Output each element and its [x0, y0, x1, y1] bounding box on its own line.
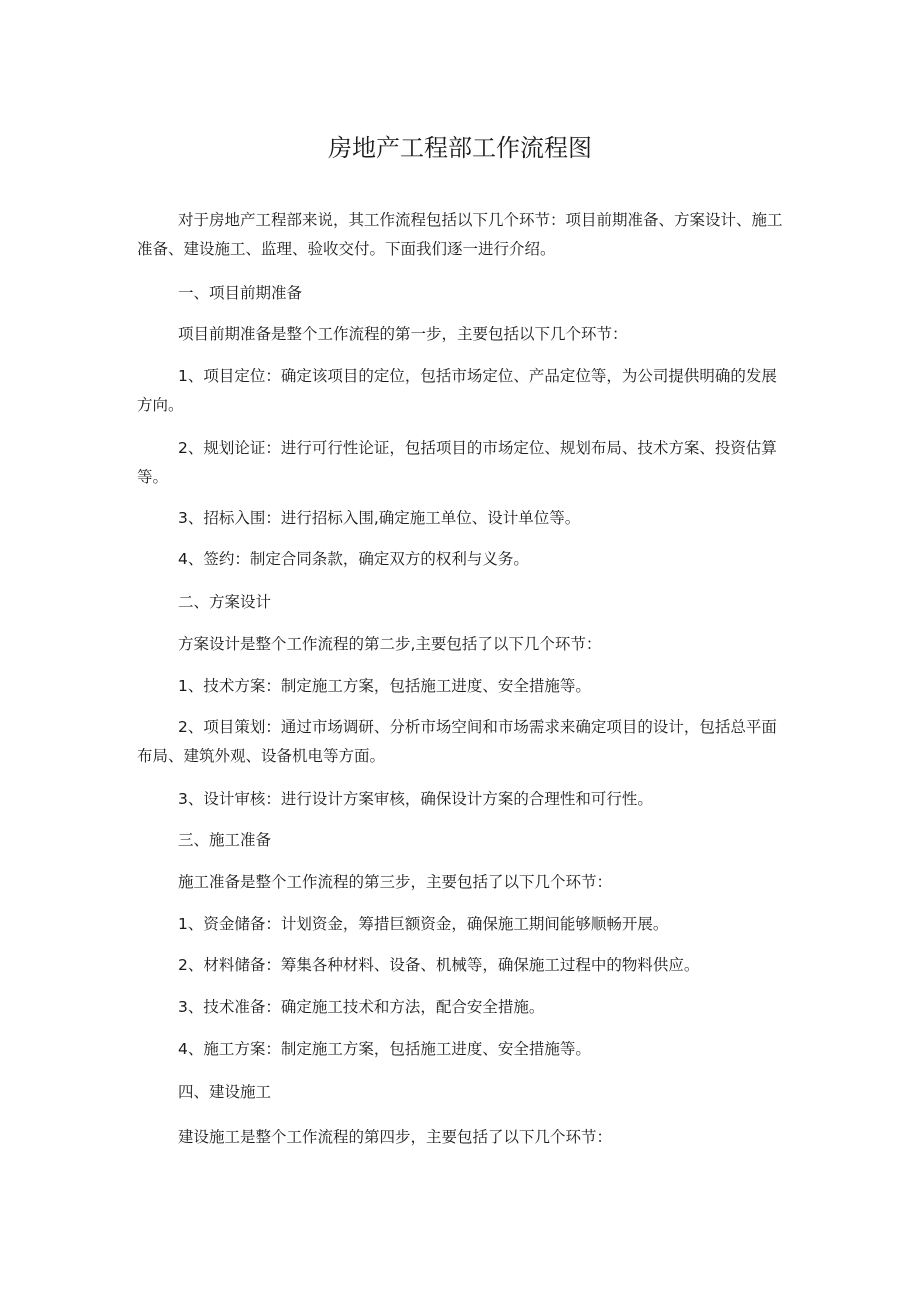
list-item-3-4: 4、施工方案：制定施工方案，包括施工进度、安全措施等。: [178, 1040, 591, 1058]
list-item-1-1: 1、项目定位：确定该项目的定位，包括市场定位、产品定位等，为公司提供明确的发展方向。: [137, 367, 777, 414]
section-intro-4: 建设施工是整个工作流程的第四步，主要包括了以下几个环节：: [178, 1128, 613, 1146]
list-item-2-3: 3、设计审核：进行设计方案审核，确保设计方案的合理性和可行性。: [178, 790, 653, 808]
section-heading-1: 一、项目前期准备: [178, 284, 303, 302]
section-intro-1: 项目前期准备是整个工作流程的第一步，主要包括以下几个环节：: [178, 325, 628, 343]
document-title: 房地产工程部工作流程图: [328, 134, 592, 162]
section-heading-3: 三、施工准备: [178, 831, 272, 849]
list-item-3-3: 3、技术准备：确定施工技术和方法，配合安全措施。: [178, 998, 545, 1016]
list-item-1-2: 2、规划论证：进行可行性论证，包括项目的市场定位、规划布局、技术方案、投资估算等。: [137, 439, 777, 486]
section-intro-2: 方案设计是整个工作流程的第二步,主要包括了以下几个环节：: [178, 635, 602, 653]
list-item-3-1: 1、资金储备：计划资金，筹措巨额资金，确保施工期间能够顺畅开展。: [178, 915, 669, 933]
list-item-2-1: 1、技术方案：制定施工方案，包括施工进度、安全措施等。: [178, 677, 591, 695]
list-item-2-2: 2、项目策划：通过市场调研、分析市场空间和市场需求来确定项目的设计，包括总平面布局、建筑外观、设备机电等方面。: [137, 718, 777, 765]
section-intro-3: 施工准备是整个工作流程的第三步，主要包括了以下几个环节：: [178, 873, 613, 891]
section-heading-2: 二、方案设计: [178, 593, 272, 611]
list-item-3-2: 2、材料储备：筹集各种材料、设备、机械等，确保施工过程中的物料供应。: [178, 956, 700, 974]
list-item-1-4: 4、签约：制定合同条款，确定双方的权利与义务。: [178, 550, 529, 568]
intro-paragraph: 对于房地产工程部来说，其工作流程包括以下几个环节：项目前期准备、方案设计、施工准备、建设施工、监理、验收交付。下面我们逐一进行介绍。: [137, 211, 783, 258]
section-heading-4: 四、建设施工: [178, 1083, 272, 1101]
list-item-1-3: 3、招标入围：进行招标入围,确定施工单位、设计单位等。: [178, 509, 581, 527]
